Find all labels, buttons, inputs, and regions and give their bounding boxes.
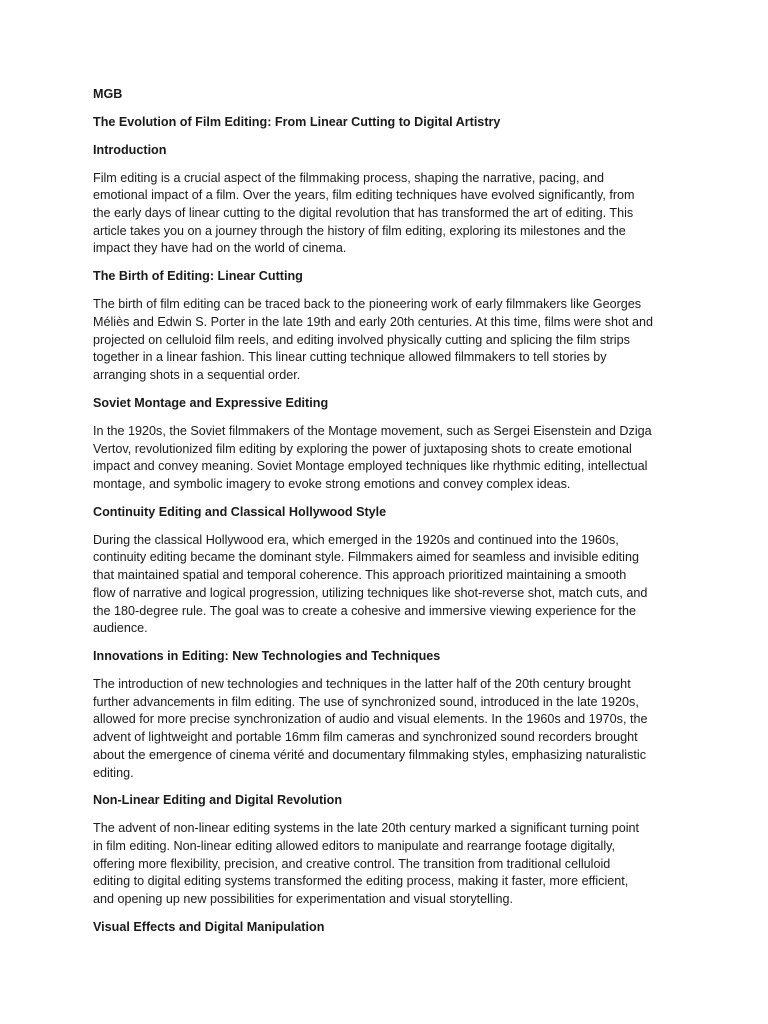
paragraph-line: and opening up new possibilities for experimentation and visual storytelling. xyxy=(93,892,514,907)
paragraph-line: allowed for more precise synchronization of audio and visual elements. In the 1960s and 1970s, the xyxy=(93,712,648,727)
document-page xyxy=(93,86,683,947)
paragraph-line: Méliès and Edwin S. Porter in the late 19th and early 20th centuries. At this time, films were shot and xyxy=(93,314,654,329)
paragraph-line: article takes you on a journey through the history of film editing, exploring its milestones and the xyxy=(93,223,626,238)
section-visual-effects xyxy=(93,919,683,937)
paragraph-line: the early days of linear cutting to the digital revolution that has transformed the art of editing. This xyxy=(93,206,634,221)
section-paragraph xyxy=(93,676,683,782)
section-non-linear-editing xyxy=(93,792,683,908)
paragraph-line: Film editing is a crucial aspect of the filmmaking process, shaping the narrative, pacing, and xyxy=(93,170,604,185)
paragraph-line: In the 1920s, the Soviet filmmakers of the Montage movement, such as Sergei Eisenstein and Dziga xyxy=(93,423,652,438)
section-paragraph xyxy=(93,296,683,385)
paragraph-line: that maintained spatial and temporal coherence. This approach prioritized maintaining a smooth xyxy=(93,568,627,583)
paragraph-line: arranging shots in a sequential order. xyxy=(93,368,301,383)
section-soviet-montage xyxy=(93,395,683,494)
paragraph-line: together in a linear fashion. This linear cutting technique allowed filmmakers to tell stories by xyxy=(93,350,607,365)
paragraph-line: emotional impact of a film. Over the years, film editing techniques have evolved significantly, from xyxy=(93,188,635,203)
paragraph-line: impact they have had on the world of cinema. xyxy=(93,241,347,256)
paragraph-line: editing to digital editing systems transformed the editing process, making it faster, more efficient, xyxy=(93,874,629,889)
section-heading: The Birth of Editing: Linear Cutting xyxy=(93,269,303,284)
section-paragraph xyxy=(93,170,683,259)
paragraph-line: further advancements in film editing. The use of synchronized sound, introduced in the late 1920s, xyxy=(93,694,639,709)
paragraph-line: offering more flexibility, precision, and creative control. The transition from traditional celluloid xyxy=(93,856,611,871)
paragraph-line: montage, and symbolic imagery to evoke strong emotions and convey complex ideas. xyxy=(93,476,571,491)
paragraph-line: impact and convey meaning. Soviet Montage employed techniques like rhythmic editing, intellectual xyxy=(93,459,648,474)
paragraph-line: advent of lightweight and portable 16mm film cameras and synchronized sound recorders brought xyxy=(93,730,638,745)
paragraph-line: the 180-degree rule. The goal was to create a cohesive and immersive viewing experience for the xyxy=(93,603,637,618)
paragraph-line: Vertov, revolutionized film editing by exploring the power of juxtaposing shots to create emotional xyxy=(93,441,632,456)
section-paragraph xyxy=(93,820,683,909)
paragraph-line: flow of narrative and logical progression, utilizing techniques like shot-reverse shot, match cuts, and xyxy=(93,585,648,600)
paragraph-line: During the classical Hollywood era, which emerged in the 1920s and continued into the 1960s, xyxy=(93,532,619,547)
section-heading: Non-Linear Editing and Digital Revolution xyxy=(93,793,343,808)
paragraph-line: audience. xyxy=(93,621,148,636)
paragraph-line: about the emergence of cinema vérité and documentary filmmaking styles, emphasizing naturalistic xyxy=(93,747,646,762)
section-heading: Introduction xyxy=(93,142,167,157)
section-introduction xyxy=(93,142,683,258)
section-paragraph xyxy=(93,532,683,638)
section-heading: Soviet Montage and Expressive Editing xyxy=(93,395,329,410)
document-title: The Evolution of Film Editing: From Linear Cutting to Digital Artistry xyxy=(93,114,501,129)
paragraph-line: in film editing. Non-linear editing allowed editors to manipulate and rearrange footage digitally, xyxy=(93,839,616,854)
paragraph-line: editing. xyxy=(93,765,134,780)
section-heading: Continuity Editing and Classical Hollywood Style xyxy=(93,504,387,519)
section-paragraph xyxy=(93,423,683,494)
paragraph-line: The introduction of new technologies and techniques in the latter half of the 20th century brought xyxy=(93,677,631,692)
section-heading: Visual Effects and Digital Manipulation xyxy=(93,920,325,935)
section-linear-cutting xyxy=(93,268,683,384)
section-continuity-editing xyxy=(93,504,683,638)
paragraph-line: The birth of film editing can be traced back to the pioneering work of early filmmakers like Georges xyxy=(93,297,642,312)
section-heading: Innovations in Editing: New Technologies and Techniques xyxy=(93,649,441,664)
section-innovations xyxy=(93,648,683,782)
author-mark: MGB xyxy=(93,87,123,101)
paragraph-line: The advent of non-linear editing systems in the late 20th century marked a significant turning point xyxy=(93,821,640,836)
paragraph-line: projected on celluloid film reels, and editing involved physically cutting and splicing the film strips xyxy=(93,332,630,347)
paragraph-line: continuity editing became the dominant style. Filmmakers aimed for seamless and invisible editing xyxy=(93,550,639,565)
